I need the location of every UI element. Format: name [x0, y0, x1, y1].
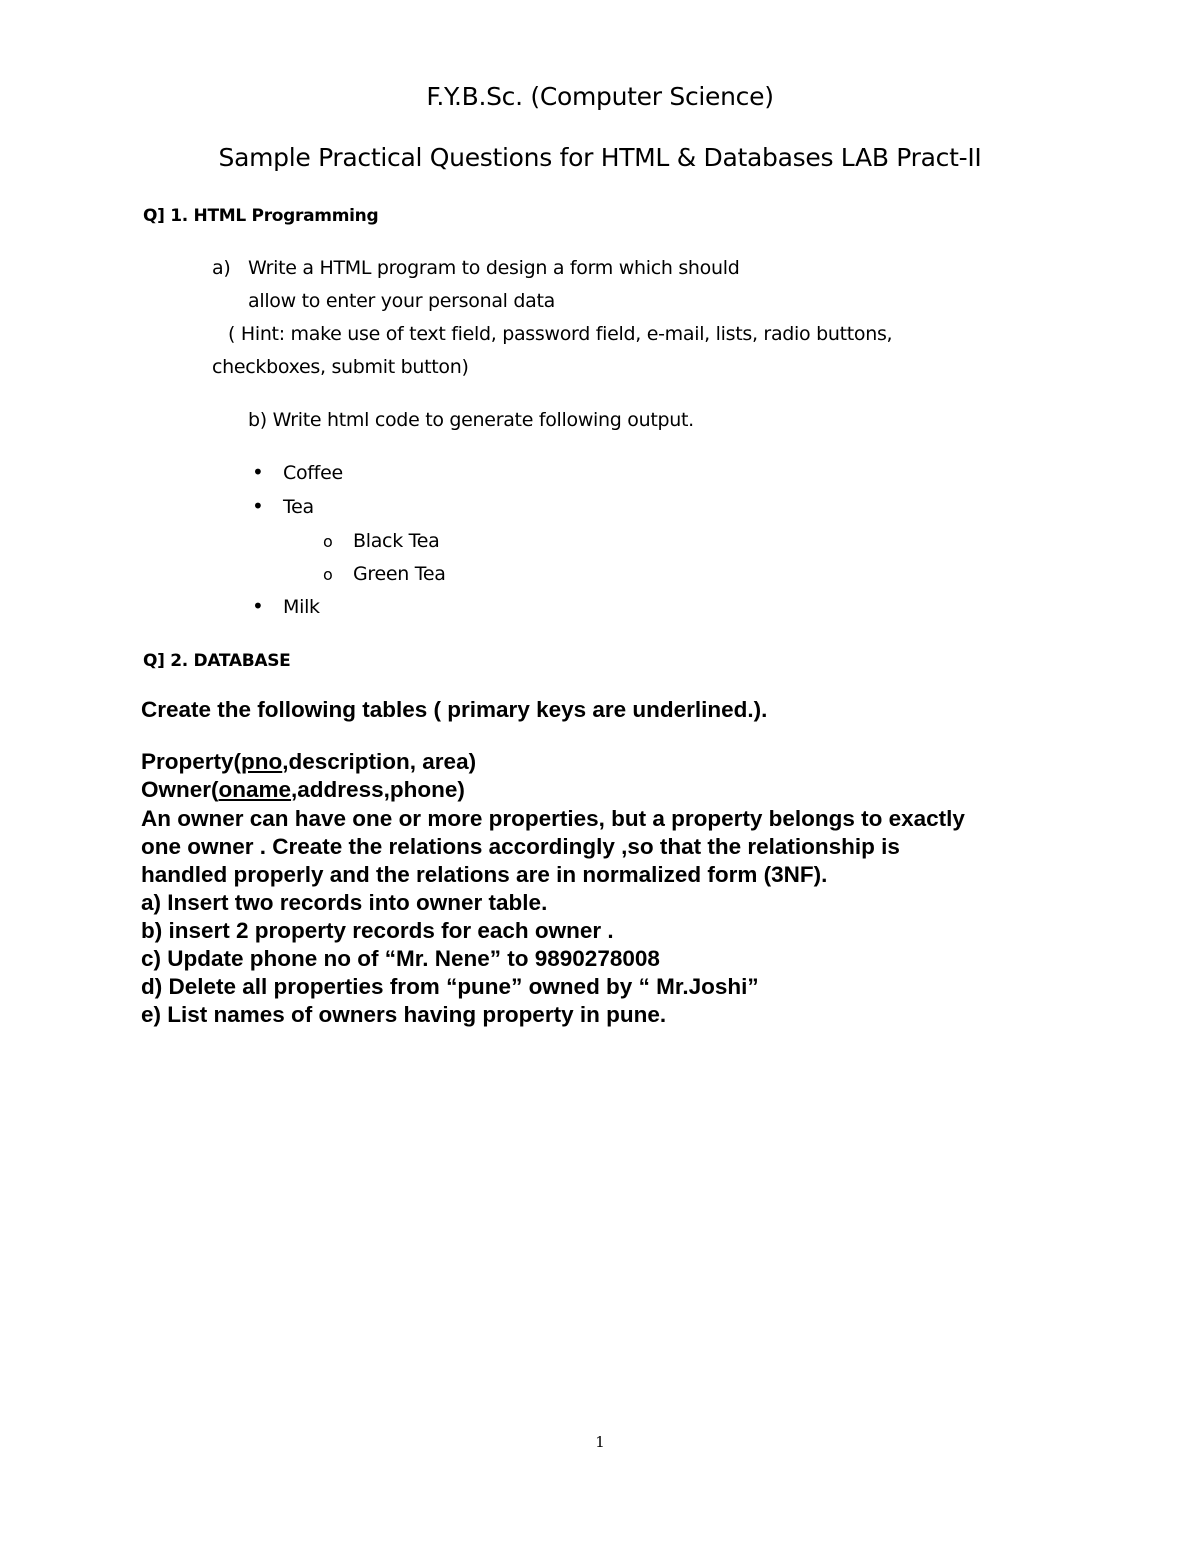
q2-task-e: e) List names of owners having property in pune.: [141, 1002, 667, 1027]
property-primary-key: pno: [241, 749, 283, 774]
q1-hint-line-2: checkboxes, submit button): [212, 356, 469, 378]
document-subtitle: Sample Practical Questions for HTML & Databases LAB Pract-II: [218, 143, 982, 172]
q2-description-line-1: An owner can have one or more properties, but a property belongs to exactly: [141, 806, 965, 831]
bullet-icon: •: [252, 460, 264, 484]
owner-prefix: Owner(: [141, 777, 219, 802]
property-suffix: ,description, area): [282, 749, 477, 774]
bullet-icon: •: [252, 494, 264, 518]
property-prefix: Property(: [141, 749, 242, 774]
sublist-item-green-tea: Green Tea: [353, 563, 446, 585]
q1-a-marker: a): [212, 257, 231, 279]
owner-primary-key: oname: [218, 777, 292, 802]
q2-intro: Create the following tables ( primary keys are underlined.).: [141, 697, 768, 722]
list-item-tea: Tea: [283, 496, 314, 518]
owner-schema: [141, 777, 465, 803]
list-item-milk: Milk: [283, 596, 320, 618]
q2-task-c: c) Update phone no of “Mr. Nene” to 9890278008: [141, 946, 660, 971]
document-title: F.Y.B.Sc. (Computer Science): [426, 82, 774, 111]
q2-heading: Q] 2. DATABASE: [143, 651, 291, 671]
owner-suffix: ,address,phone): [291, 777, 465, 802]
q1-b-line: b) Write html code to generate following output.: [248, 409, 694, 431]
q2-task-a: a) Insert two records into owner table.: [141, 890, 548, 915]
bullet-icon: •: [252, 594, 264, 618]
q2-task-b: b) insert 2 property records for each owner .: [141, 918, 614, 943]
q1-a-line-1: Write a HTML program to design a form which should: [248, 257, 740, 279]
page-number: 1: [595, 1433, 605, 1451]
q1-heading: Q] 1. HTML Programming: [143, 206, 379, 226]
q2-task-d: d) Delete all properties from “pune” owned by “ Mr.Joshi”: [141, 974, 759, 999]
q2-description-line-2: one owner . Create the relations accordingly ,so that the relationship is: [141, 834, 900, 859]
q1-hint-line-1: ( Hint: make use of text field, password field, e-mail, lists, radio buttons,: [228, 323, 893, 345]
circle-bullet-icon: o: [323, 532, 333, 551]
q1-a-line-2: allow to enter your personal data: [248, 290, 555, 312]
circle-bullet-icon: o: [323, 565, 333, 584]
q2-description-line-3: handled properly and the relations are in normalized form (3NF).: [141, 862, 828, 887]
sublist-item-black-tea: Black Tea: [353, 530, 440, 552]
property-schema: [141, 749, 476, 775]
list-item-coffee: Coffee: [283, 462, 343, 484]
